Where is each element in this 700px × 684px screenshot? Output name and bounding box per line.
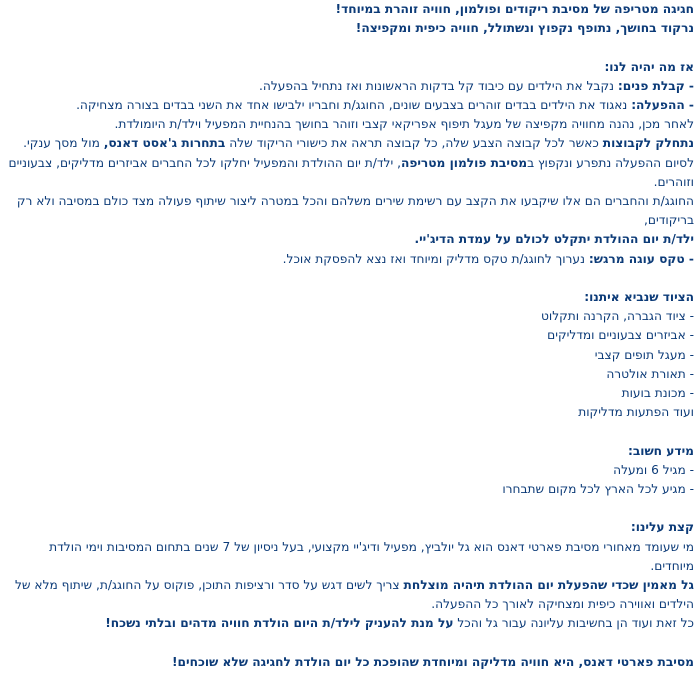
finale-text-a: לסיום ההפעלה נתפרע ונקפוץ ב xyxy=(527,155,694,170)
trust-text: צריך לשים דגש על סדר ורציפות התוכן, פוקוס על החוגג/ת, שיתוף מלא של הילדים ואווירה כיפית ומצחיקה לאורך כל ההפעלה. xyxy=(15,578,694,612)
trust-bold: גל מאמין שכדי שהפעלת יום ההולדת תיהיה מוצלחת xyxy=(403,578,694,593)
value-text: כל זאת ועוד הן בחשיבות עליונה עבור גל והכל xyxy=(453,616,694,631)
cake-text: נערוך לחוגג/ת טקס מדליק ומיוחד ואז נצא להפסקת אוכל. xyxy=(282,251,589,266)
cake-paragraph xyxy=(6,250,694,269)
value-bold: על מנת להעניק לילד/ת היום הולדת חוויה מדהים ובלתי נשכח! xyxy=(105,616,454,631)
about-heading: קצת עלינו: xyxy=(630,520,694,535)
groups-label: נתחלק לקבוצות xyxy=(602,136,694,151)
event-description xyxy=(6,0,700,672)
welcome-text: נקבל את הילדים עם כיבוד קל בדקות הראשונות ואז נתחיל בהפעלה. xyxy=(258,78,618,93)
activity-paragraph xyxy=(6,96,694,115)
welcome-paragraph xyxy=(6,77,694,96)
groups-text-a: כאשר לכל קבוצה הצבע שלה, כל קבוצה תראה את כישורי הריקוד שלה xyxy=(225,136,603,151)
cake-label: - טקס עוגה מרגש: xyxy=(588,251,694,266)
activity-label: - ההפעלה: xyxy=(631,98,694,112)
finale-bold: מסיבת פולמון מטריפה xyxy=(400,155,528,170)
finale-text-b: , ילד/ת יום ההולדת והמפעיל יחלקו לכל החברים אביזרים מדליקים, צבעוניים וזוהרים. xyxy=(8,155,694,189)
equipment-item: - תאורת אולטרה xyxy=(606,366,694,381)
welcome-label: - קבלת פנים: xyxy=(617,78,694,93)
info-item: - מגיע לכל הארץ לכל מקום שתבחרו xyxy=(502,482,694,497)
closing-line: מסיבת פארטי דאנס, היא חוויה מדליקה ומיוחדת שהופכת כל יום הולדת לחגיגה שלא שוכחים! xyxy=(171,654,694,669)
finale-paragraph xyxy=(6,154,694,192)
equipment-item: ועוד הפתעות מדליקות xyxy=(578,405,694,420)
groups-bold: בתחרות ג'אסט דאנס, xyxy=(103,136,226,151)
dj-line: ילד/ת יום ההולדת יתקלט לכולם על עמדת הדיג'יי. xyxy=(414,232,694,247)
groups-text-b: מול מסך ענקי. xyxy=(23,136,104,151)
equipment-item: - מכונת בועות xyxy=(621,386,694,401)
groups-paragraph xyxy=(6,134,694,153)
activity-text: נאגוד את הילדים בבדים זוהרים בצבעים שונים, החוגג/ת וחבריו ילבישו אחד את השני בבדים בצורה מצחיקה. xyxy=(76,98,632,112)
intro-line-2: נרקוד בחושך, נתופף נקפוץ ונשתולל, חוויה כיפית ומקפיצה! xyxy=(355,21,694,36)
equipment-item: - מעגל תופים קצבי xyxy=(594,347,694,362)
info-item: - מגיל 6 ומעלה xyxy=(613,462,694,477)
equipment-item: - אביזרים צבעוניים ומדליקים xyxy=(547,328,694,343)
intro-line-1: חגיגה מטריפה של מסיבת ריקודים ופולמון, חוויה זוהרת במיוחד! xyxy=(335,2,694,16)
value-paragraph xyxy=(6,614,694,633)
trust-paragraph xyxy=(6,576,694,614)
equipment-heading: הציוד שנביא איתנו: xyxy=(584,290,694,305)
celebrate-paragraph: החוגג/ת והחברים הם אלו שיקבעו את הקצב עם רשימת שירים משלהם והכל במטרה ליצור שיתוף פעולה מצד כולם במסיבה ולא רק בריקודים, xyxy=(16,194,694,228)
info-heading: מידע חשוב: xyxy=(627,443,694,458)
about-text: מי שעומד מאחורי מסיבת פארטי דאנס הוא גל יולביץ, מפעיל ודיג'יי מקצועי, בעל ניסיון של 7 שנים בתחום המסיבות וימי הולדת מיוחדים. xyxy=(49,539,694,573)
equipment-item: - ציוד הגברה, הקרנה ותקלוט xyxy=(540,309,694,324)
activity-line-2: לאחר מכן, נהנה מחוויה מקפיצה של מעגל תיפוף אפריקאי קצבי וזוהר בחושך בהנחיית המפעיל וילד/ת היומולדת. xyxy=(114,117,694,132)
program-heading: אז מה יהיה לנו: xyxy=(604,59,694,74)
